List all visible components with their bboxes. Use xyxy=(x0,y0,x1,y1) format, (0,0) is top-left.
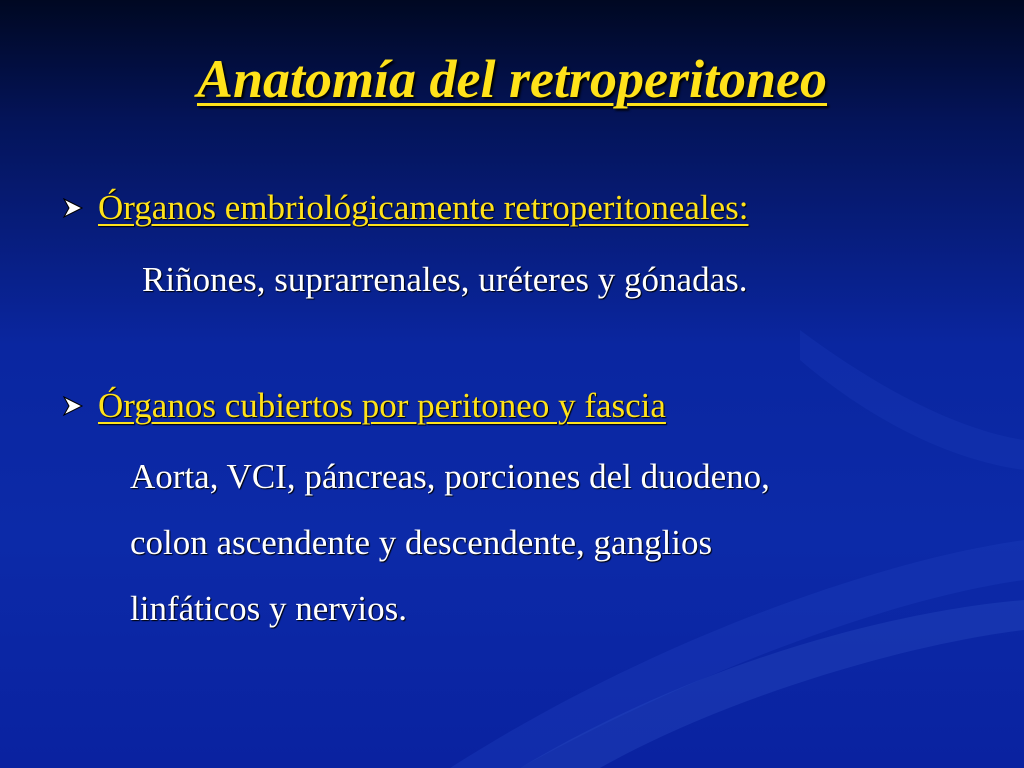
section-1-bullet-row xyxy=(60,188,749,228)
section-2-heading: Órganos cubiertos por peritoneo y fascia xyxy=(98,386,666,425)
arrow-right-icon xyxy=(60,395,88,417)
section-1-body xyxy=(142,247,748,313)
slide-title: Anatomía del retroperitoneo xyxy=(196,49,828,109)
section-2-line: Aorta, VCI, páncreas, porciones del duodeno, xyxy=(130,457,770,496)
section-2-body xyxy=(130,444,770,642)
section-2-line: linfáticos y nervios. xyxy=(130,589,408,628)
swirl-band-3 xyxy=(800,330,1024,470)
arrow-right-icon xyxy=(60,197,88,219)
section-1-line: Riñones, suprarrenales, uréteres y gónadas. xyxy=(142,260,748,299)
section-2-line: colon ascendente y descendente, ganglios xyxy=(130,523,713,562)
section-2-bullet-row xyxy=(60,386,666,426)
section-1-heading: Órganos embriológicamente retroperitoneales: xyxy=(98,188,749,227)
